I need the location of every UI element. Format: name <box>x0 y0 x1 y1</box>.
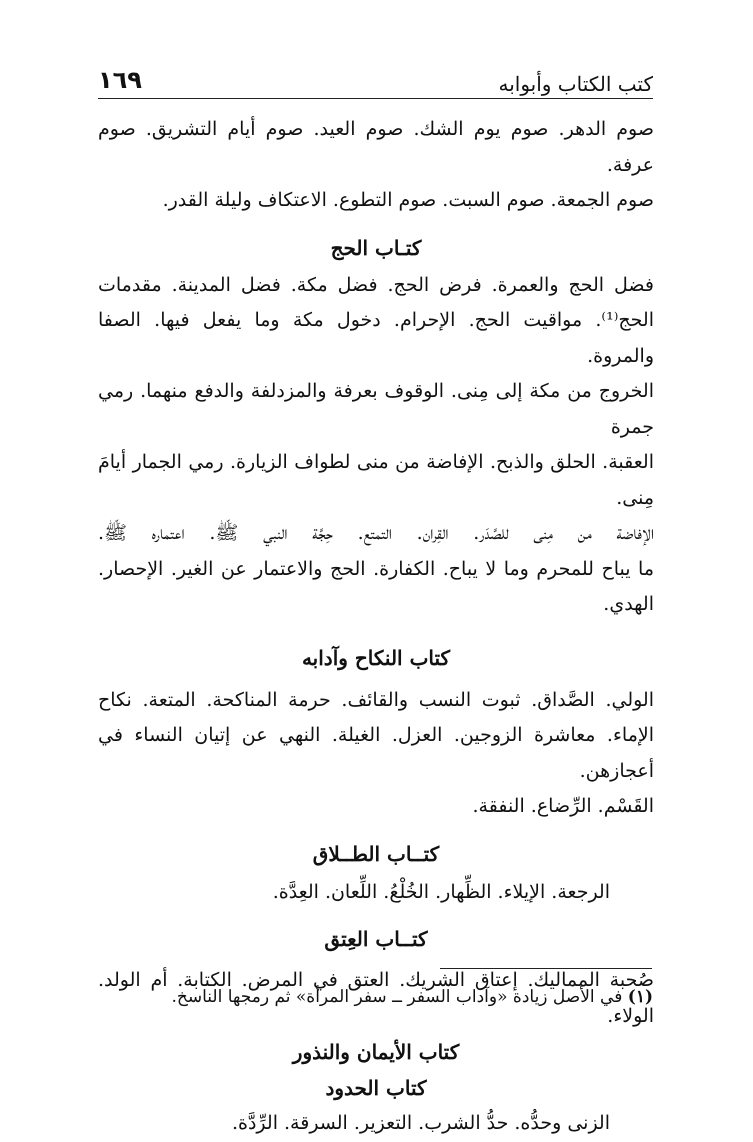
body-line: صُحبة المماليك. إعتاق الشريك. العتق في المرض. الكتابة. أم الولد. <box>98 969 654 991</box>
footnote <box>100 982 653 1012</box>
body-line: الإفاضة من مِنى للصَّدَر. القِران. التمتع. حِجَّة النبي ﷺ. اعتماره ﷺ. <box>98 522 654 544</box>
body-line: الإماء. معاشرة الزوجين. العزل. الغيلة. النهي عن إتيان النساء في أعجازهن. <box>98 724 654 782</box>
page-number: ١٦٩ <box>98 66 142 94</box>
section-title-hajj: كتـاب الحج <box>330 235 422 260</box>
body-line: ما يباح للمحرم وما لا يباح. الكفارة. الحج والاعتمار عن الغير. الإحصار. الهدي. <box>98 557 654 615</box>
body-line: الزنى وحدُّه. حدُّ الشرب. التعزير. السرقة. الرِّدَّة. <box>231 1112 610 1134</box>
section-title-itq: كتــاب العِتق <box>324 927 428 951</box>
body-line: العقبة. الحلق والذبح. الإفاضة من منى لطواف الزيارة. رمي الجمار أيامَ مِنى. <box>98 451 654 509</box>
body-line: الولي. الصَّداق. ثبوت النسب والقائف. حرمة المناكحة. المتعة. نكاح <box>98 688 654 711</box>
section-title-talaq: كتــاب الطــلاق <box>312 841 440 866</box>
page-header <box>98 62 653 99</box>
footnote-marker: (١) <box>627 987 653 1007</box>
body-line: الولاء. <box>607 1004 654 1027</box>
section-title-hudud: كتاب الحدود <box>325 1076 427 1100</box>
body-line: صوم الدهر. صوم يوم الشك. صوم العيد. صوم أيام التشريق. صوم عرفة. <box>98 118 654 176</box>
footnote-rule <box>440 968 652 969</box>
body-line: الخروج من مكة إلى مِنى. الوقوف بعرفة والمزدلفة والدفع منهما. رمي جمرة <box>98 380 654 438</box>
section-title-nikah: كتاب النكاح وآدابه <box>301 645 451 670</box>
body-line: صوم الجمعة. صوم السبت. صوم التطوع. الاعتكاف وليلة القدر. <box>162 189 654 211</box>
body-line: الحج⁽¹⁾. مواقيت الحج. الإحرام. دخول مكة وما يفعل فيها. الصفا والمروة. <box>98 309 654 367</box>
section-title-ayman: كتاب الأيمان والنذور <box>292 1040 460 1064</box>
body-line: القَسْم. الرِّضاع. النفقة. <box>472 795 654 817</box>
body-line: فضل الحج والعمرة. فرض الحج. فضل مكة. فضل المدينة. مقدمات <box>98 273 654 296</box>
running-title: كتب الكتاب وأبوابه <box>498 72 653 96</box>
body-line: الرجعة. الإيلاء. الظِّهار. الخُلْعُ. اللِّعان. العِدَّة. <box>272 880 610 903</box>
footnote-text: في الأصل زيادة «وآداب السفر ــ سفر المرأة» ثم رمجها الناسخ. <box>171 987 623 1007</box>
